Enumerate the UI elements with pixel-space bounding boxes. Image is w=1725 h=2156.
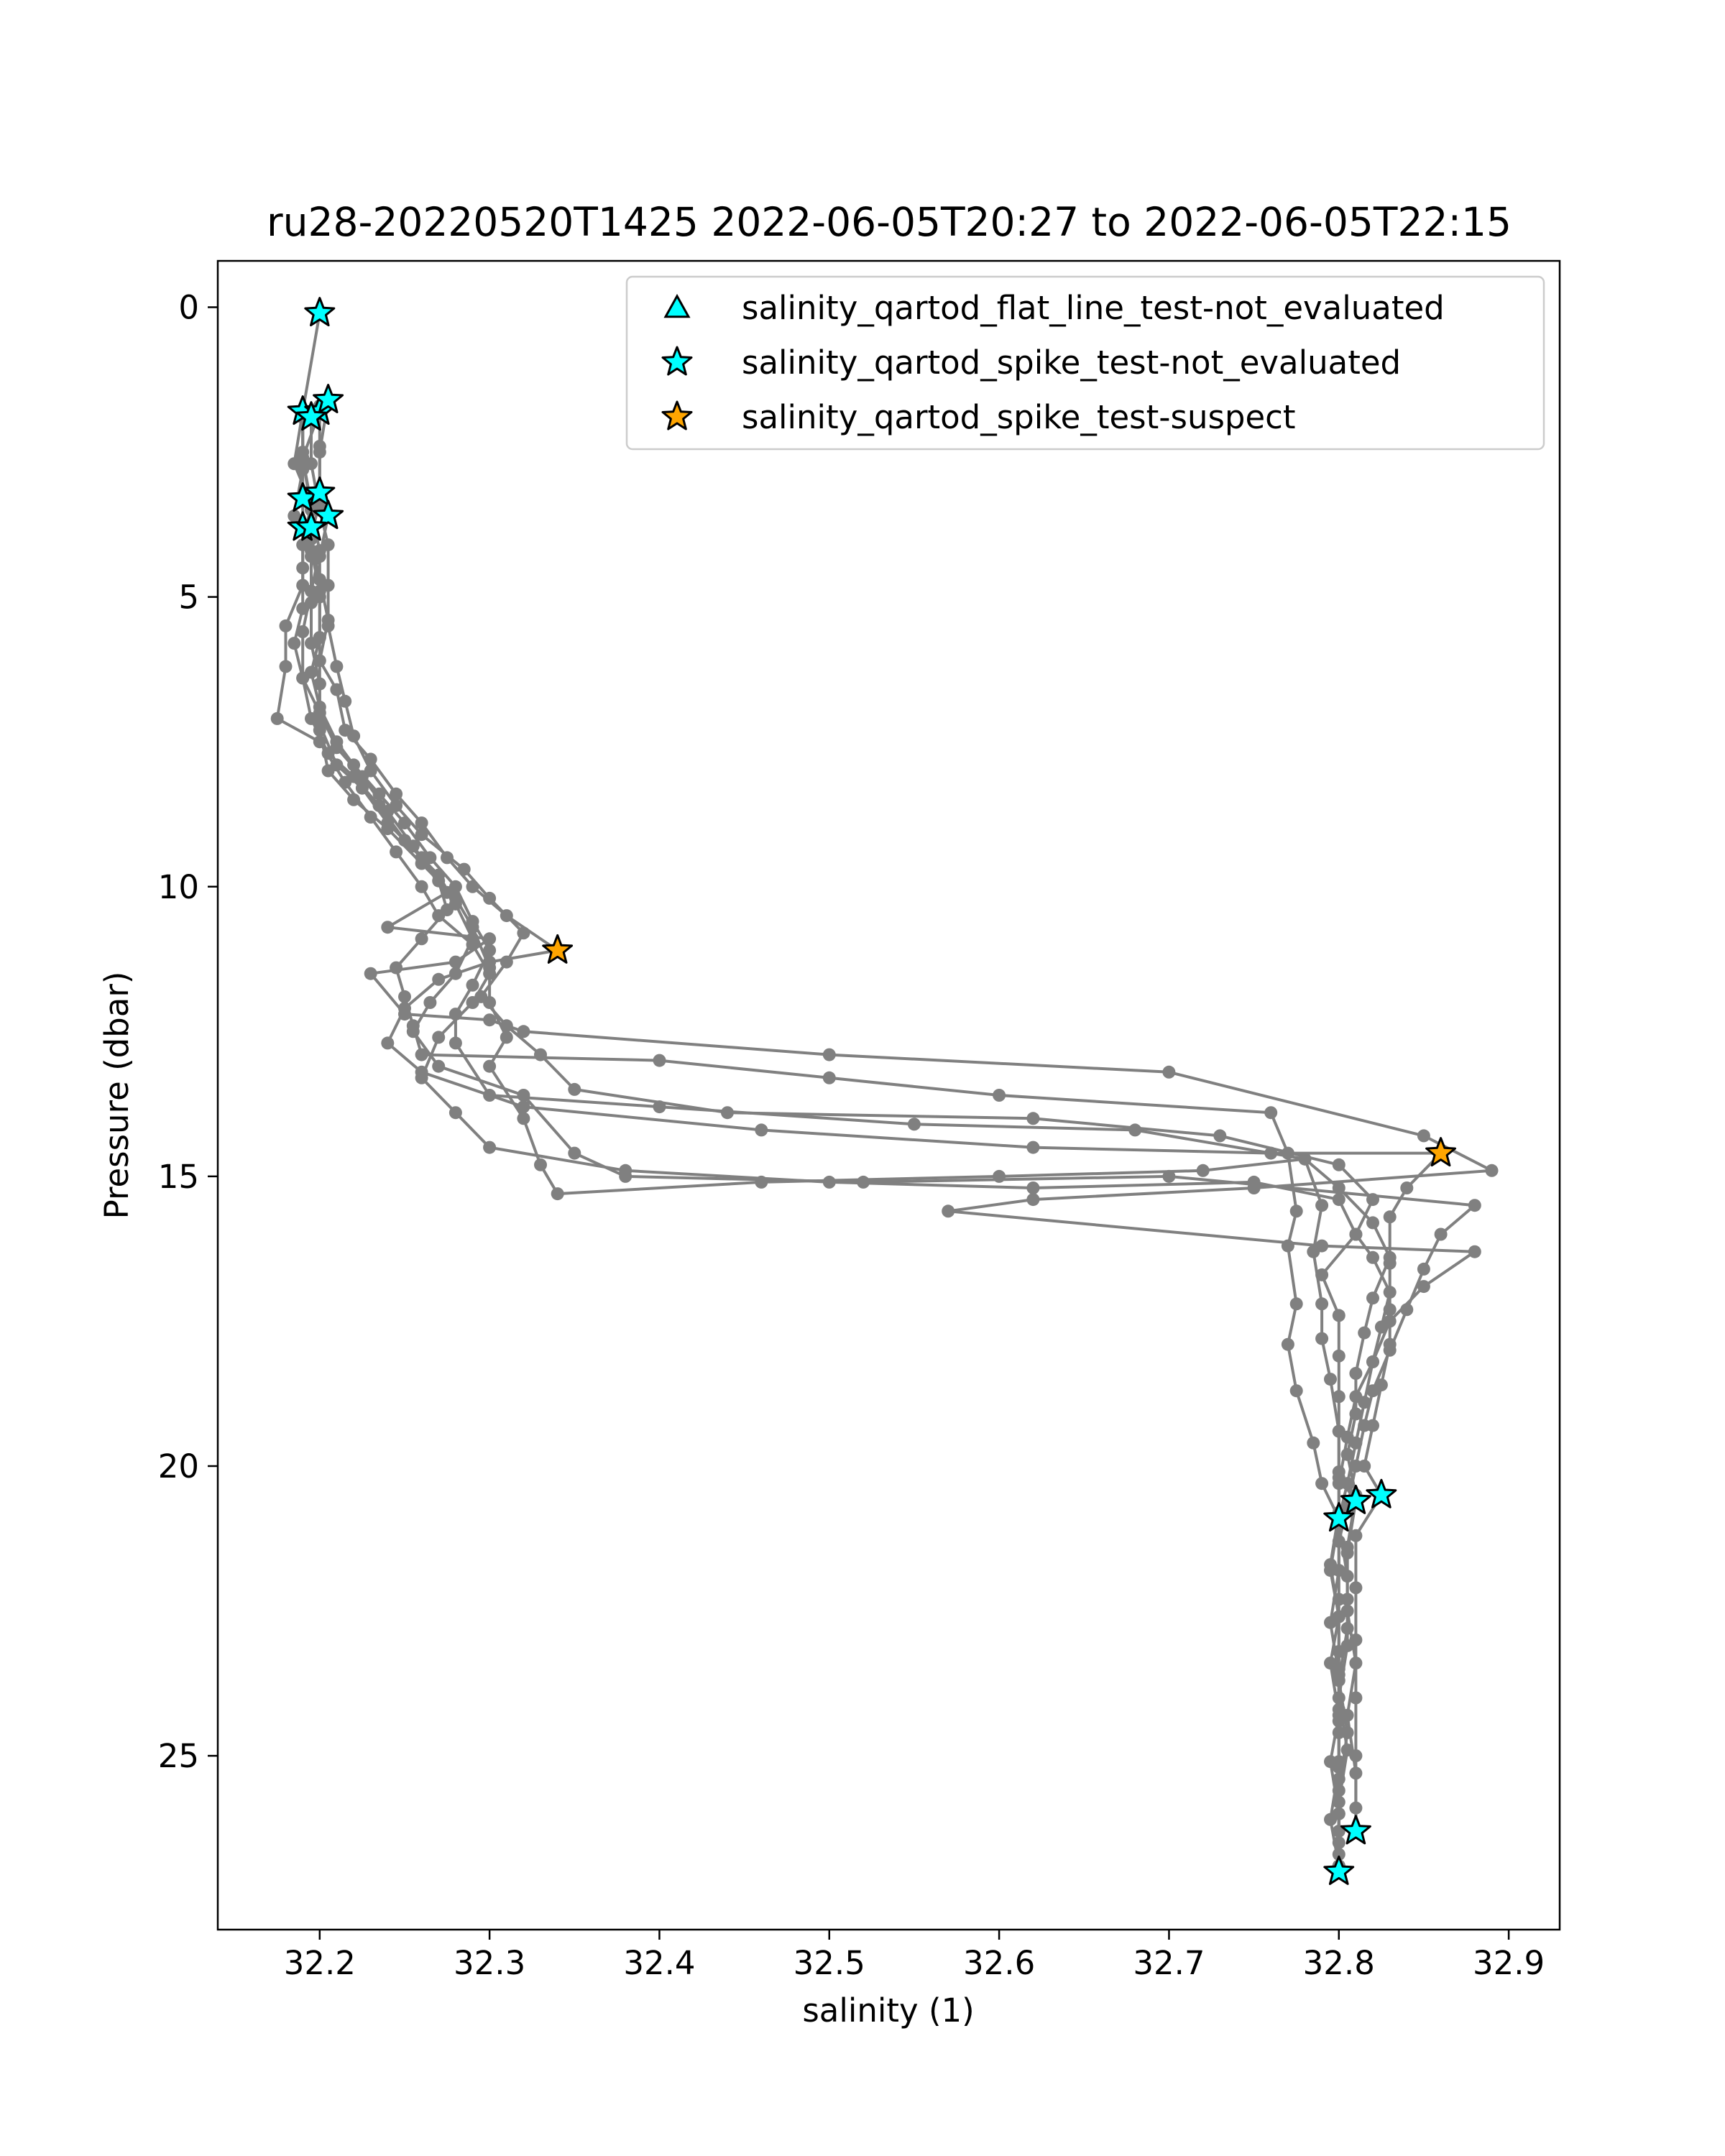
legend-label: salinity_qartod_flat_line_test-not_evaluated [742, 289, 1445, 327]
profile-point [1290, 1384, 1303, 1397]
profile-point [1324, 1558, 1337, 1571]
profile-point [1349, 1802, 1362, 1815]
profile-point [942, 1204, 954, 1217]
profile-point [1384, 1303, 1397, 1316]
profile-point [364, 967, 377, 980]
profile-point [483, 996, 496, 1009]
profile-point [458, 863, 471, 876]
profile-point [483, 932, 496, 945]
profile-point [517, 926, 530, 939]
profile-point [449, 1036, 462, 1049]
profile-point [1341, 1639, 1354, 1652]
profile-point [1315, 1297, 1328, 1310]
profile-point [1026, 1193, 1039, 1206]
profile-point [1486, 1164, 1499, 1177]
profile-point [296, 451, 309, 464]
profile-point [1248, 1181, 1261, 1194]
profile-point [415, 828, 428, 841]
profile-point [483, 892, 496, 905]
x-tick-label: 32.2 [283, 1944, 356, 1982]
profile-point [1333, 1425, 1346, 1438]
profile-point [330, 735, 343, 748]
y-tick-label: 25 [157, 1737, 199, 1776]
profile-point [1349, 1407, 1362, 1420]
x-tick-label: 32.9 [1472, 1944, 1545, 1982]
profile-point [356, 782, 369, 795]
profile-point [466, 979, 479, 992]
profile-point [364, 765, 377, 778]
profile-point [1333, 1465, 1346, 1478]
x-tick-label: 32.3 [454, 1944, 526, 1982]
profile-point [1417, 1280, 1430, 1293]
profile-point [823, 1072, 836, 1084]
profile-point [398, 1008, 411, 1021]
profile-point [1384, 1344, 1397, 1357]
profile-point [517, 1112, 530, 1125]
profile-point [381, 822, 394, 835]
profile-point [1315, 1199, 1328, 1212]
profile-point [1026, 1181, 1039, 1194]
profile-point [483, 1141, 496, 1154]
y-tick-label: 5 [178, 578, 199, 617]
profile-point [755, 1176, 768, 1189]
profile-point [466, 921, 479, 934]
x-tick-label: 32.8 [1302, 1944, 1375, 1982]
profile-point [1435, 1228, 1448, 1241]
profile-point [1213, 1129, 1226, 1142]
profile-point [483, 1013, 496, 1026]
profile-point [296, 672, 309, 685]
profile-point [823, 1049, 836, 1061]
profile-point [1333, 1181, 1346, 1194]
y-axis-label: Pressure (dbar) [98, 971, 136, 1220]
profile-point [534, 1158, 547, 1171]
x-axis-label: salinity (1) [802, 1991, 975, 2030]
profile-point [1358, 1419, 1371, 1432]
profile-point [1384, 1314, 1397, 1327]
profile-point [1128, 1123, 1141, 1136]
profile-point [1366, 1355, 1379, 1368]
profile-point [271, 712, 284, 725]
profile-point [305, 596, 318, 609]
profile-point [1417, 1263, 1430, 1276]
profile-point [1333, 1611, 1346, 1623]
profile-point [1341, 1448, 1354, 1461]
profile-point [1366, 1291, 1379, 1304]
profile-point [1333, 1692, 1346, 1705]
profile-point [1299, 1153, 1312, 1166]
profile-point [1197, 1164, 1210, 1177]
profile-point [288, 637, 300, 650]
profile-point [1468, 1245, 1481, 1258]
profile-point [568, 1083, 581, 1096]
profile-point [1384, 1210, 1397, 1223]
profile-point [1264, 1106, 1277, 1119]
profile-point [1366, 1193, 1379, 1206]
profile-point [1333, 1309, 1346, 1322]
x-tick-label: 32.5 [793, 1944, 865, 1982]
profile-point [449, 967, 462, 980]
profile-point [500, 956, 513, 969]
chart-title: ru28-20220520T1425 2022-06-05T20:27 to 2022-06-05T22:15 [267, 199, 1512, 245]
profile-point [381, 921, 394, 934]
profile-point [347, 758, 360, 771]
profile-point [415, 857, 428, 870]
y-tick-label: 10 [157, 867, 199, 906]
profile-point [1341, 1593, 1354, 1606]
profile-point [483, 962, 496, 975]
profile-point [1358, 1327, 1371, 1340]
profile-point [993, 1170, 1006, 1183]
profile-point [1349, 1692, 1362, 1705]
profile-point [330, 660, 343, 673]
profile-point [432, 973, 445, 986]
profile-point [432, 1060, 445, 1073]
profile-point [313, 585, 326, 598]
profile-point [1026, 1141, 1039, 1154]
profile-point [347, 793, 360, 806]
profile-point [1026, 1112, 1039, 1125]
profile-point [415, 1066, 428, 1079]
profile-point [1341, 1541, 1354, 1554]
profile-point [619, 1170, 632, 1183]
profile-point [296, 625, 309, 638]
profile-point [1315, 1240, 1328, 1253]
profile-point [313, 631, 326, 644]
profile-point [1315, 1477, 1328, 1490]
profile-point [1282, 1338, 1294, 1351]
profile-point [483, 1060, 496, 1073]
profile-point [339, 695, 351, 708]
profile-point [857, 1176, 870, 1189]
profile-point [390, 962, 402, 975]
profile-point [1333, 1193, 1346, 1206]
y-tick-label: 20 [157, 1447, 199, 1485]
profile-point [280, 619, 293, 632]
profile-point [347, 729, 360, 742]
y-tick-label: 15 [157, 1157, 199, 1196]
profile-point [1290, 1297, 1303, 1310]
legend [627, 277, 1544, 449]
profile-point [1366, 1216, 1379, 1229]
profile-point [432, 1031, 445, 1044]
profile-point [1366, 1384, 1379, 1397]
profile-point [721, 1106, 734, 1119]
profile-point [305, 544, 318, 557]
profile-point [1333, 1158, 1346, 1171]
profile-point [517, 1089, 530, 1102]
profile-point [313, 446, 326, 459]
profile-point [449, 892, 462, 905]
profile-point [449, 956, 462, 969]
profile-point [322, 538, 335, 551]
profile-point [1324, 1813, 1337, 1826]
profile-point [1333, 1350, 1346, 1363]
profile-point [432, 909, 445, 922]
profile-point [500, 1031, 513, 1044]
profile-point [322, 765, 335, 778]
x-tick-label: 32.4 [623, 1944, 696, 1982]
legend-label: salinity_qartod_spike_test-not_evaluated [742, 344, 1402, 382]
profile-point [1290, 1204, 1303, 1217]
profile-point [908, 1118, 921, 1130]
profile-point [390, 799, 402, 812]
x-tick-label: 32.7 [1133, 1944, 1205, 1982]
profile-point [1315, 1332, 1328, 1345]
profile-point [322, 619, 335, 632]
profile-point [1366, 1251, 1379, 1264]
profile-point [568, 1147, 581, 1160]
profile-point [313, 724, 326, 737]
profile-point [1341, 1743, 1354, 1756]
profile-point [398, 990, 411, 1003]
x-tick-label: 32.6 [963, 1944, 1036, 1982]
profile-point [1384, 1251, 1397, 1264]
profile-point [449, 1106, 462, 1119]
profile-point [407, 1025, 420, 1038]
profile-point [1162, 1066, 1175, 1079]
profile-point [755, 1123, 768, 1136]
profile-point [415, 932, 428, 945]
profile-point [415, 880, 428, 893]
profile-point [1349, 1228, 1362, 1241]
profile-point [1307, 1437, 1320, 1450]
profile-point [390, 845, 402, 858]
profile-point [313, 678, 326, 691]
y-tick-label: 0 [178, 288, 199, 327]
legend-label: salinity_qartod_spike_test-suspect [742, 398, 1296, 436]
profile-point [1400, 1181, 1413, 1194]
profile-point [1324, 1373, 1337, 1386]
profile-point [280, 660, 293, 673]
profile-point [1349, 1367, 1362, 1380]
profile-point [1468, 1199, 1481, 1212]
profile-point [1349, 1581, 1362, 1594]
profile-point [1333, 1796, 1346, 1809]
profile-point [551, 1187, 564, 1200]
profile-point [534, 1049, 547, 1061]
profile-point [993, 1089, 1006, 1102]
profile-point [1333, 1390, 1346, 1403]
profile-point [381, 1036, 394, 1049]
profile-point [1315, 1268, 1328, 1281]
profile-point [423, 996, 436, 1009]
profile-point [1417, 1129, 1430, 1142]
profile-point [653, 1054, 666, 1067]
